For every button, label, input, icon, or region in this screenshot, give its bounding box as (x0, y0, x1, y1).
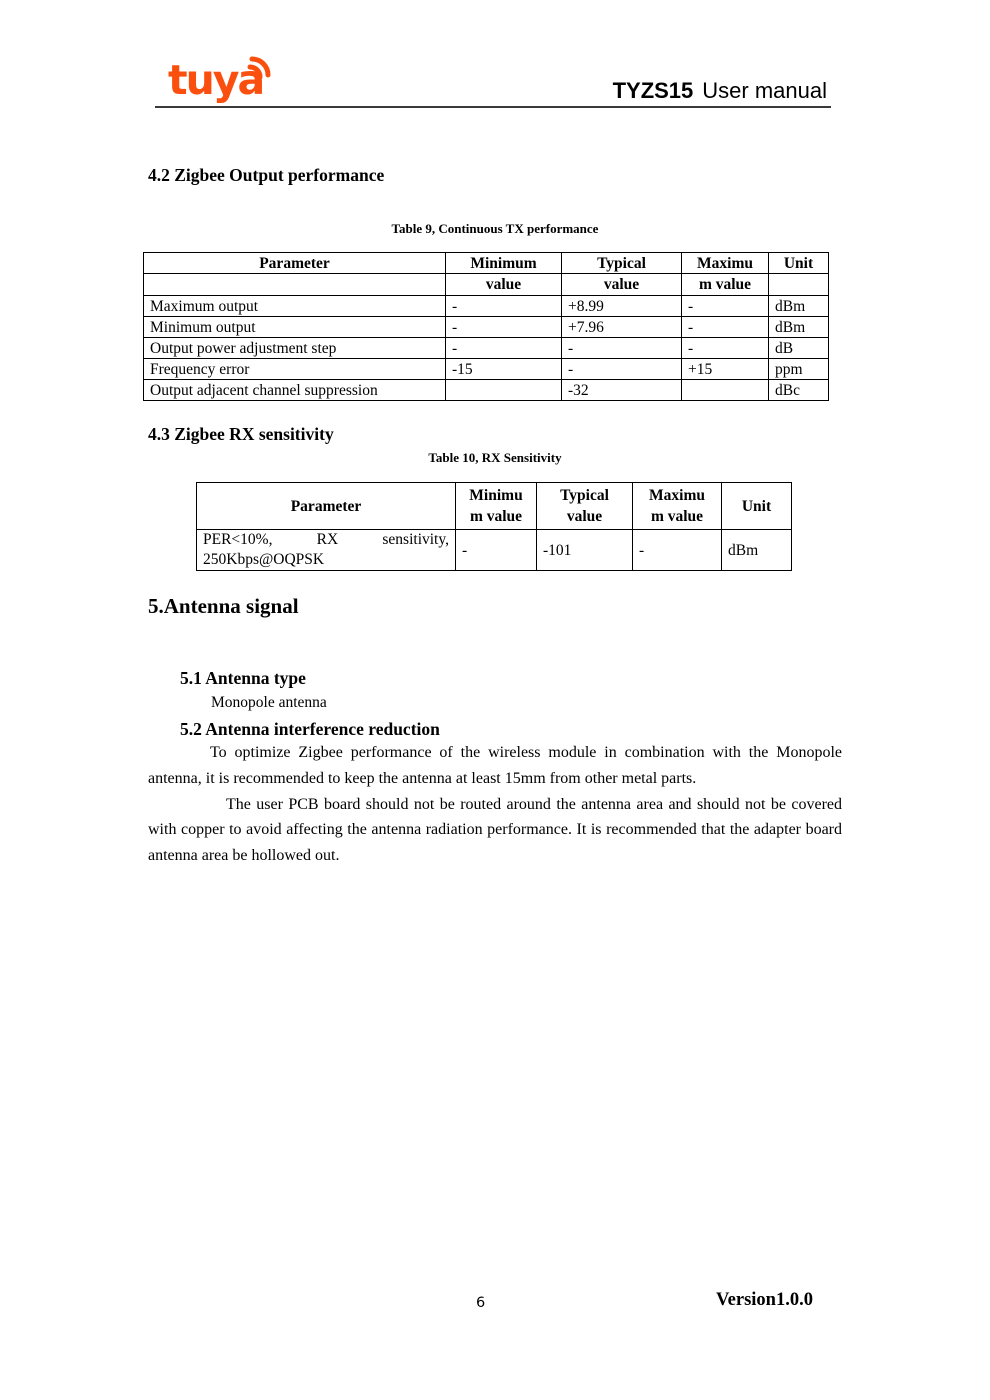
t9-cell: dBm (769, 317, 829, 338)
section-4-3-heading: 4.3 Zigbee RX sensitivity (148, 424, 334, 444)
tuya-logo-text: tuya (168, 56, 264, 104)
table-row (144, 380, 829, 401)
t9-header-maximum-2: m value (682, 274, 769, 296)
paragraph: The user PCB board should not be routed around the antenna area and should not be covered with copper to avoid affecting the antenna radiation performance. It is recommended that the adapter board antenna area be hollowed out. (148, 795, 842, 865)
t9-header-unit: Unit (769, 253, 829, 274)
table-row (144, 359, 829, 380)
t9-cell (446, 380, 562, 401)
table-row (144, 338, 829, 359)
version-label: Version1.0.0 (716, 1290, 813, 1310)
t9-cell: dBc (769, 380, 829, 401)
t9-cell: Maximum output (144, 296, 446, 317)
section-5-2-heading: 5.2 Antenna interference reduction (180, 719, 440, 739)
t9-cell: -32 (562, 380, 682, 401)
t9-header-parameter: Parameter (144, 253, 446, 274)
t9-cell: dB (769, 338, 829, 359)
t9-cell: +7.96 (562, 317, 682, 338)
t9-cell: - (446, 296, 562, 317)
t9-cell: dBm (769, 296, 829, 317)
t10-header-parameter: Parameter (197, 483, 456, 530)
t9-cell: - (562, 338, 682, 359)
t10-cell-max: - (633, 530, 722, 571)
t9-header-typical-2: value (562, 274, 682, 296)
t10-header-minimum: Minimu m value (456, 483, 537, 530)
product-name: TYZS15 (612, 78, 694, 103)
table-row (144, 296, 829, 317)
t9-cell: - (562, 359, 682, 380)
t9-cell: - (682, 317, 769, 338)
t10-cell-min: - (456, 530, 537, 571)
t10-cell-unit: dBm (722, 530, 792, 571)
t9-header-unit-2 (769, 274, 829, 296)
manual-label: User manual (702, 78, 827, 103)
header-divider (155, 106, 831, 108)
t9-cell: ppm (769, 359, 829, 380)
t9-cell: -15 (446, 359, 562, 380)
t9-cell: - (446, 317, 562, 338)
t9-cell: - (682, 296, 769, 317)
t10-header-maximum: Maximu m value (633, 483, 722, 530)
t9-cell: - (446, 338, 562, 359)
document-title (613, 79, 827, 103)
t9-cell: Output power adjustment step (144, 338, 446, 359)
t9-cell: Minimum output (144, 317, 446, 338)
t10-cell-parameter: PER<10%, RX sensitivity, 250Kbps@OQPSK (197, 530, 456, 571)
t9-header-maximum: Maximu (682, 253, 769, 274)
paragraph: To optimize Zigbee performance of the wireless module in combination with the Monopole antenna, it is recommended to keep the antenna at least 15mm from other metal parts. (148, 744, 842, 787)
t9-cell: - (682, 338, 769, 359)
t9-cell: +15 (682, 359, 769, 380)
signal-arcs-icon (245, 54, 272, 86)
section-5-heading: 5.Antenna signal (148, 594, 299, 618)
t9-cell: Frequency error (144, 359, 446, 380)
table-row (144, 317, 829, 338)
table10-caption: Table 10, RX Sensitivity (428, 450, 562, 465)
t9-header-typical: Typical (562, 253, 682, 274)
section-4-2-heading: 4.2 Zigbee Output performance (148, 165, 385, 185)
table-row (197, 530, 792, 571)
table-continuous-tx-performance (143, 252, 829, 401)
t9-cell: Output adjacent channel suppression (144, 380, 446, 401)
section-5-1-heading: 5.1 Antenna type (180, 668, 306, 688)
table9-caption: Table 9, Continuous TX performance (391, 221, 599, 236)
page-number: 6 (476, 1295, 486, 1311)
tuya-logo (168, 58, 263, 106)
table-rx-sensitivity (196, 482, 792, 571)
antenna-type-text: Monopole antenna (211, 694, 327, 711)
t9-cell (682, 380, 769, 401)
t10-cell-typ: -101 (537, 530, 633, 571)
t10-header-typical: Typical value (537, 483, 633, 530)
antenna-interference-body (148, 740, 842, 869)
t9-header-minimum: Minimum (446, 253, 562, 274)
t9-header-parameter-2 (144, 274, 446, 296)
t10-header-unit: Unit (722, 483, 792, 530)
t9-cell: +8.99 (562, 296, 682, 317)
t9-header-minimum-2: value (446, 274, 562, 296)
